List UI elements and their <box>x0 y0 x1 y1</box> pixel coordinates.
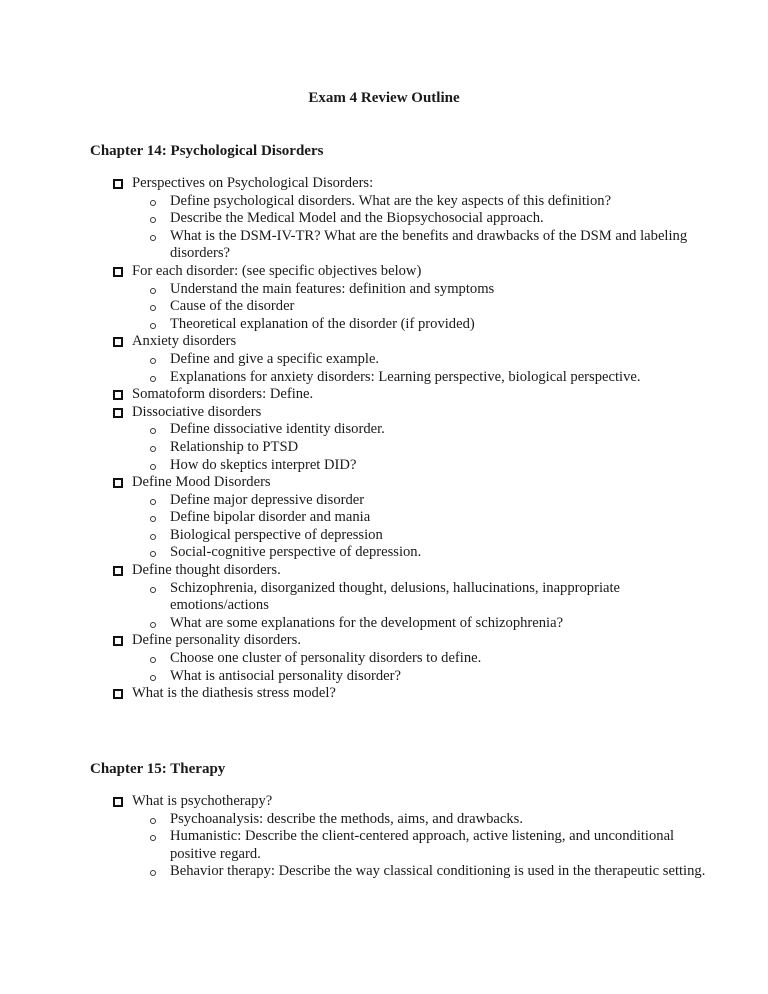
circle-bullet-icon <box>150 323 156 329</box>
sub-item <box>132 650 711 668</box>
sub-item <box>132 527 711 545</box>
circle-bullet-icon <box>150 835 156 841</box>
outline-item <box>111 404 711 474</box>
sub-list <box>132 421 711 474</box>
circle-bullet-icon <box>150 534 156 540</box>
circle-bullet-icon <box>150 446 156 452</box>
circle-bullet-icon <box>150 288 156 294</box>
circle-bullet-icon <box>150 428 156 434</box>
sub-list <box>132 193 711 263</box>
sub-item <box>132 811 711 829</box>
checkbox-bullet-icon <box>113 636 123 646</box>
circle-bullet-icon <box>150 818 156 824</box>
sub-list <box>132 351 711 386</box>
outline-item-text: Define personality disorders. <box>132 632 301 649</box>
sub-item <box>132 439 711 457</box>
sub-item-text: Define and give a specific example. <box>170 350 380 367</box>
outline-item-text: Somatoform disorders: Define. <box>132 386 314 403</box>
outline-item <box>111 632 711 685</box>
sub-item <box>132 316 711 334</box>
checkbox-bullet-icon <box>113 797 123 807</box>
outline-item <box>111 562 711 632</box>
sub-item-text: Define psychological disorders. What are the key aspects of this definition? <box>170 192 612 209</box>
sub-list <box>132 492 711 562</box>
checkbox-bullet-icon <box>113 408 123 418</box>
sub-item-text: Biological perspective of depression <box>170 526 383 543</box>
circle-bullet-icon <box>150 551 156 557</box>
sub-item <box>132 281 711 299</box>
sub-list <box>132 650 711 685</box>
outline-item <box>111 685 711 703</box>
sub-item-text: What are some explanations for the development of schizophrenia? <box>170 614 564 631</box>
chapter-14-heading: Chapter 14: Psychological Disorders <box>90 143 324 159</box>
sub-item-text: Social-cognitive perspective of depression. <box>170 544 422 561</box>
sub-item-text: Define dissociative identity disorder. <box>170 421 385 438</box>
sub-item <box>132 457 711 475</box>
circle-bullet-icon <box>150 622 156 628</box>
checkbox-bullet-icon <box>113 267 123 277</box>
sub-item <box>132 421 711 439</box>
checkbox-bullet-icon <box>113 566 123 576</box>
sub-item-text: What is antisocial personality disorder? <box>170 667 401 684</box>
sub-item <box>132 615 711 633</box>
sub-item-text: Humanistic: Describe the client-centered approach, active listening, and unconditional positive regard. <box>170 828 675 862</box>
sub-item <box>132 351 711 369</box>
sub-item <box>132 580 711 615</box>
circle-bullet-icon <box>150 657 156 663</box>
sub-item <box>132 193 711 211</box>
outline-item-text: Anxiety disorders <box>132 333 237 350</box>
sub-item-text: Choose one cluster of personality disorders to define. <box>170 650 482 667</box>
circle-bullet-icon <box>150 305 156 311</box>
document-title: Exam 4 Review Outline <box>308 90 460 106</box>
sub-item-text: What is the DSM-IV-TR? What are the benefits and drawbacks of the DSM and labeling disorders? <box>170 227 688 262</box>
circle-bullet-icon <box>150 376 156 382</box>
checkbox-bullet-icon <box>113 478 123 488</box>
sub-item-text: Schizophrenia, disorganized thought, delusions, hallucinations, inappropriate emotions/actions <box>170 579 621 614</box>
chapter-14-list <box>111 175 711 703</box>
outline-item-text: Define Mood Disorders <box>132 474 271 491</box>
sub-list <box>132 811 711 881</box>
checkbox-bullet-icon <box>113 337 123 347</box>
sub-item <box>132 492 711 510</box>
outline-item <box>111 175 711 263</box>
circle-bullet-icon <box>150 499 156 505</box>
outline-item-text: What is psychotherapy? <box>132 793 273 809</box>
sub-item-text: Describe the Medical Model and the Biopsychosocial approach. <box>170 210 544 227</box>
sub-item-text: Psychoanalysis: describe the methods, aims, and drawbacks. <box>170 810 524 827</box>
outline-item-text: Define thought disorders. <box>132 562 281 579</box>
outline-item <box>111 793 711 881</box>
sub-item <box>132 228 711 263</box>
sub-item-text: Define major depressive disorder <box>170 491 365 508</box>
sub-item-text: Behavior therapy: Describe the way classical conditioning is used in the therapeutic setting. <box>170 863 706 880</box>
sub-item-text: Cause of the disorder <box>170 298 295 315</box>
sub-item <box>132 544 711 562</box>
circle-bullet-icon <box>150 587 156 593</box>
outline-item-text: For each disorder: (see specific objectives below) <box>132 262 422 279</box>
sub-item <box>132 863 711 881</box>
sub-item-text: Relationship to PTSD <box>170 438 299 455</box>
outline-item <box>111 263 711 333</box>
sub-item-text: How do skeptics interpret DID? <box>170 456 357 473</box>
sub-item <box>132 210 711 228</box>
outline-item-text: Perspectives on Psychological Disorders: <box>132 175 374 191</box>
outline-item-text: What is the diathesis stress model? <box>132 685 336 702</box>
sub-item-text: Theoretical explanation of the disorder (if provided) <box>170 315 475 332</box>
circle-bullet-icon <box>150 200 156 206</box>
sub-item-text: Understand the main features: definition and symptoms <box>170 280 495 297</box>
sub-item-text: Define bipolar disorder and mania <box>170 509 371 526</box>
outline-item <box>111 333 711 386</box>
sub-item <box>132 298 711 316</box>
circle-bullet-icon <box>150 516 156 522</box>
checkbox-bullet-icon <box>113 179 123 189</box>
sub-item-text: Explanations for anxiety disorders: Learning perspective, biological perspective. <box>170 368 641 385</box>
sub-list <box>132 580 711 633</box>
outline-item-text: Dissociative disorders <box>132 403 262 420</box>
sub-item <box>132 509 711 527</box>
sub-item <box>132 668 711 686</box>
circle-bullet-icon <box>150 870 156 876</box>
circle-bullet-icon <box>150 235 156 241</box>
circle-bullet-icon <box>150 675 156 681</box>
sub-item <box>132 828 711 863</box>
sub-list <box>132 281 711 334</box>
circle-bullet-icon <box>150 464 156 470</box>
circle-bullet-icon <box>150 217 156 223</box>
outline-item <box>111 386 711 404</box>
checkbox-bullet-icon <box>113 689 123 699</box>
sub-item <box>132 369 711 387</box>
circle-bullet-icon <box>150 358 156 364</box>
chapter-15-list <box>111 793 711 881</box>
chapter-15-heading: Chapter 15: Therapy <box>90 761 226 777</box>
outline-item <box>111 474 711 562</box>
checkbox-bullet-icon <box>113 390 123 400</box>
